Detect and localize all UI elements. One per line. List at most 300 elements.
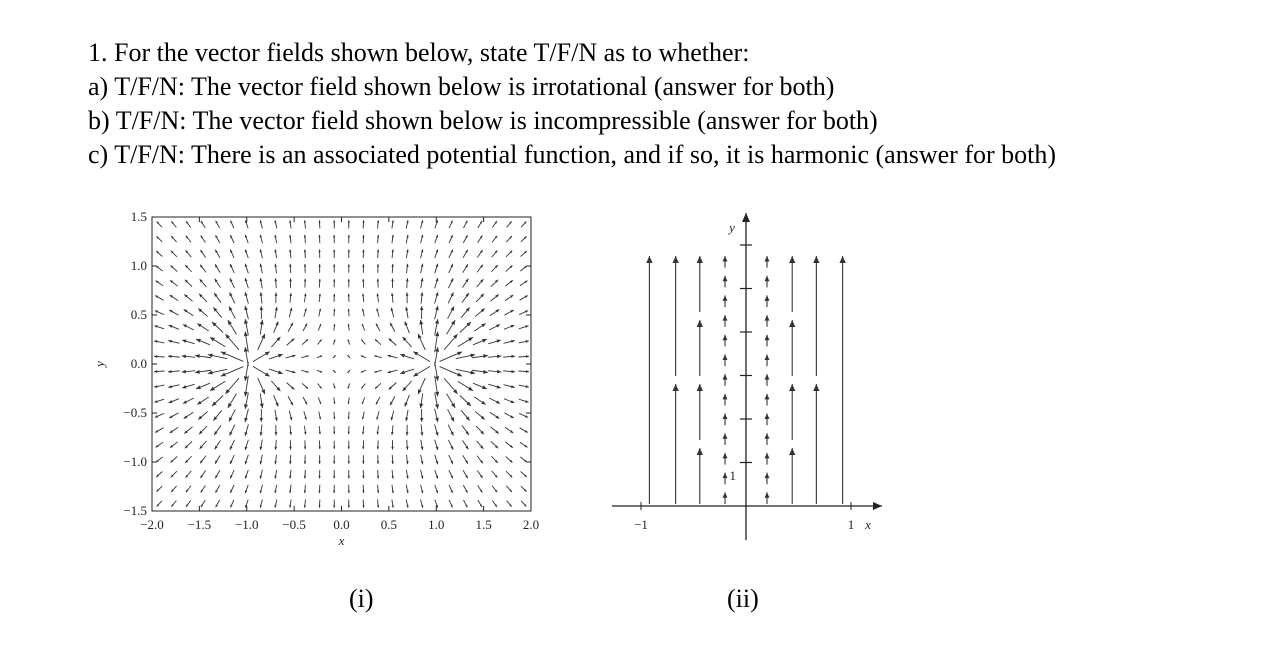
field-arrow xyxy=(391,411,394,421)
field-arrow xyxy=(304,264,306,273)
field-arrow xyxy=(506,471,512,477)
field-arrow xyxy=(462,425,469,435)
field-arrow xyxy=(289,485,291,493)
x-tick-label-neg1: −1 xyxy=(634,517,648,532)
field-arrow xyxy=(448,440,453,450)
field-arrow xyxy=(269,354,283,359)
field-arrow xyxy=(447,394,456,408)
field-arrow xyxy=(362,324,365,331)
field-arrow xyxy=(405,395,410,407)
field-arrow xyxy=(435,235,438,243)
field-arrow xyxy=(405,307,408,318)
field-arrow xyxy=(318,220,320,228)
field-arrow xyxy=(458,337,473,346)
field-arrow xyxy=(419,393,423,408)
field-arrow xyxy=(391,455,393,464)
field-arrow xyxy=(348,397,350,404)
field-arrow xyxy=(673,256,679,376)
field-arrow xyxy=(391,278,394,287)
x-axis-arrow xyxy=(612,502,882,510)
field-arrow xyxy=(460,395,471,406)
field-arrow xyxy=(260,320,264,335)
field-arrow xyxy=(200,265,206,273)
field-arrow xyxy=(230,485,234,493)
field-arrow xyxy=(418,334,425,350)
field-arrow xyxy=(333,220,335,228)
field-arrow xyxy=(258,378,265,394)
field-arrow xyxy=(319,294,321,302)
field-arrow xyxy=(463,470,468,478)
field-arrow xyxy=(519,385,529,388)
field-arrow xyxy=(156,471,162,477)
field-arrow xyxy=(304,470,306,479)
y-tick-label: −1.0 xyxy=(123,454,147,469)
field-arrow xyxy=(392,220,394,228)
field-arrow xyxy=(419,320,423,335)
field-arrow xyxy=(169,325,179,329)
field-arrow xyxy=(260,306,263,319)
field-arrow xyxy=(348,264,350,272)
field-arrow xyxy=(348,250,350,258)
field-arrow xyxy=(333,235,335,243)
field-arrow xyxy=(400,369,414,374)
field-arrow xyxy=(723,295,728,307)
field-arrow xyxy=(318,324,321,331)
x-tick-label: −0.5 xyxy=(282,517,306,532)
field-arrow xyxy=(421,455,424,465)
field-arrow xyxy=(168,370,180,373)
field-arrow xyxy=(333,250,335,258)
field-arrow xyxy=(199,294,207,302)
field-arrow xyxy=(435,292,439,304)
field-arrow xyxy=(348,500,350,508)
field-arrow xyxy=(361,384,365,389)
field-arrow xyxy=(390,396,395,405)
field-arrow xyxy=(505,295,513,301)
field-arrow xyxy=(156,486,162,492)
field-arrow xyxy=(304,500,306,508)
field-arrow xyxy=(168,355,180,358)
field-arrow xyxy=(197,397,208,404)
figure-ii-caption: (ii) xyxy=(727,584,759,613)
field-arrow xyxy=(723,374,728,386)
y-tick-label: −1.5 xyxy=(123,503,147,518)
field-arrow xyxy=(260,485,263,493)
field-arrow xyxy=(200,279,207,287)
field-arrow xyxy=(506,457,513,463)
field-arrow xyxy=(260,409,263,422)
field-arrow xyxy=(362,470,364,479)
field-arrow xyxy=(492,221,497,228)
field-arrow xyxy=(289,308,292,318)
field-arrow xyxy=(154,370,165,373)
field-arrow xyxy=(435,249,438,258)
field-arrow xyxy=(492,471,498,478)
field-arrow xyxy=(491,280,498,287)
field-arrow xyxy=(260,220,263,228)
field-arrow xyxy=(304,485,306,493)
field-arrow xyxy=(478,235,483,242)
field-arrow xyxy=(478,485,483,492)
field-arrow xyxy=(362,412,364,420)
field-arrow xyxy=(492,236,497,243)
field-arrow xyxy=(318,470,320,479)
field-arrow xyxy=(245,470,248,479)
field-arrow xyxy=(362,294,364,302)
field-arrow xyxy=(271,381,280,391)
field-arrow xyxy=(723,453,728,465)
x-tick-label: 0.0 xyxy=(333,517,350,532)
y-axis-label: y xyxy=(92,361,107,367)
field-arrow xyxy=(477,265,483,273)
field-arrow xyxy=(184,412,194,418)
field-arrow xyxy=(377,235,379,243)
field-arrow xyxy=(400,354,414,359)
field-arrow xyxy=(789,384,795,440)
field-arrow xyxy=(476,294,484,302)
field-arrow xyxy=(449,235,453,243)
field-arrow xyxy=(504,413,513,418)
field-arrow xyxy=(376,308,379,316)
field-arrow xyxy=(212,322,223,333)
field-arrow xyxy=(492,500,497,507)
field-arrow xyxy=(319,279,321,288)
field-arrow xyxy=(520,428,528,433)
y-tick-label: 0.5 xyxy=(130,307,147,322)
field-arrow xyxy=(225,334,238,350)
field-arrow xyxy=(245,249,248,258)
field-arrow xyxy=(362,500,364,508)
field-arrow xyxy=(421,440,424,450)
field-arrow xyxy=(765,473,770,485)
field-arrow xyxy=(504,325,514,329)
field-arrow xyxy=(391,440,394,449)
field-arrow xyxy=(406,440,409,450)
x-axis-label: x xyxy=(338,533,345,548)
field-arrow xyxy=(184,294,192,301)
field-arrow xyxy=(230,292,235,303)
x-tick-label: −2.0 xyxy=(140,517,164,532)
field-arrow xyxy=(198,411,207,419)
field-arrow xyxy=(362,235,364,243)
figure-i-caption: (i) xyxy=(349,584,374,613)
field-arrow xyxy=(275,425,278,436)
field-arrow xyxy=(221,367,243,377)
field-arrow xyxy=(462,440,468,449)
field-arrow xyxy=(348,383,350,388)
field-arrow xyxy=(287,339,295,346)
field-arrow xyxy=(347,355,350,358)
field-arrow xyxy=(260,264,263,274)
field-arrow xyxy=(201,485,206,492)
field-arrow xyxy=(215,279,221,288)
field-arrow xyxy=(221,352,243,362)
field-arrow xyxy=(490,412,500,418)
field-arrow xyxy=(302,339,308,344)
field-arrow xyxy=(156,236,162,242)
field-arrow xyxy=(210,381,225,390)
field-arrow xyxy=(274,500,276,508)
field-arrow xyxy=(347,370,350,373)
field-arrow xyxy=(186,250,192,257)
field-arrow xyxy=(285,370,295,373)
field-arrow xyxy=(186,471,192,478)
field-arrow xyxy=(186,486,191,493)
field-arrow xyxy=(388,370,398,373)
field-arrow xyxy=(319,309,321,317)
field-arrow xyxy=(403,337,412,347)
field-arrow xyxy=(348,309,350,316)
field-arrow xyxy=(253,352,270,362)
field-arrow xyxy=(449,500,452,508)
field-arrow xyxy=(333,279,335,287)
field-arrow xyxy=(301,370,308,372)
field-arrow xyxy=(333,355,336,358)
field-arrow xyxy=(723,315,728,327)
field-arrow xyxy=(274,321,279,333)
field-arrow xyxy=(333,500,335,508)
field-arrow xyxy=(269,369,283,374)
field-arrow xyxy=(260,440,263,450)
field-arrow xyxy=(245,455,248,464)
field-arrow xyxy=(333,339,335,344)
field-arrow xyxy=(230,425,235,436)
y-tick-label: 0.0 xyxy=(130,356,147,371)
field-arrow xyxy=(449,455,453,464)
field-arrow xyxy=(303,324,307,331)
field-arrow xyxy=(377,485,379,493)
x-tick-label: −1.0 xyxy=(234,517,259,532)
field-arrow xyxy=(245,424,249,436)
field-arrow xyxy=(420,409,423,422)
field-arrow xyxy=(225,378,238,394)
field-arrow xyxy=(304,293,306,302)
field-arrow xyxy=(504,310,513,315)
field-arrow xyxy=(157,501,162,507)
field-arrow xyxy=(228,320,237,334)
field-arrow xyxy=(288,323,293,332)
field-arrow xyxy=(789,320,795,376)
field-arrow xyxy=(413,352,430,362)
field-arrow xyxy=(271,337,280,347)
field-arrow xyxy=(377,500,379,508)
field-arrow xyxy=(449,221,452,229)
field-arrow xyxy=(489,325,500,330)
field-arrow xyxy=(156,251,162,257)
x-tick-label: −1.5 xyxy=(187,517,212,532)
field-arrow xyxy=(506,251,512,257)
field-arrow xyxy=(169,413,178,418)
field-arrow xyxy=(488,384,500,388)
field-arrow xyxy=(168,340,179,343)
y-tick-label: 1.5 xyxy=(130,209,147,224)
field-arrow xyxy=(287,383,295,390)
field-arrow xyxy=(477,471,482,478)
field-arrow xyxy=(171,221,176,227)
field-arrow xyxy=(723,335,728,347)
field-arrow xyxy=(348,220,350,228)
field-arrow xyxy=(377,279,379,288)
field-arrow xyxy=(304,279,306,288)
field-arrow xyxy=(171,236,177,242)
field-arrow xyxy=(274,249,276,258)
field-arrow xyxy=(421,220,424,228)
field-arrow xyxy=(505,427,513,433)
field-arrow xyxy=(765,414,770,426)
field-arrow xyxy=(275,293,278,304)
field-arrow xyxy=(289,264,291,273)
x-tick-label: 1.0 xyxy=(428,517,445,532)
field-arrow xyxy=(333,412,335,419)
field-arrow xyxy=(318,235,320,243)
field-arrow xyxy=(519,311,528,315)
field-arrow xyxy=(521,222,526,228)
field-arrow xyxy=(333,470,335,478)
field-arrow xyxy=(170,427,178,433)
field-arrow xyxy=(391,425,394,435)
field-arrow xyxy=(289,470,291,479)
field-arrow xyxy=(507,501,512,507)
field-arrow xyxy=(391,308,394,318)
field-arrow xyxy=(168,385,179,388)
field-arrow xyxy=(156,457,163,462)
field-arrow xyxy=(377,249,379,258)
field-arrow xyxy=(377,426,379,435)
field-arrow xyxy=(435,393,439,409)
field-arrow xyxy=(504,399,514,403)
field-arrow xyxy=(318,500,320,508)
field-arrow xyxy=(274,264,277,273)
field-arrow xyxy=(463,264,468,272)
field-arrow xyxy=(697,320,703,376)
field-arrow xyxy=(765,433,770,445)
field-arrow xyxy=(521,471,527,477)
field-arrow xyxy=(405,321,410,333)
field-arrow xyxy=(289,278,292,287)
field-arrow xyxy=(244,306,248,319)
figure-i-vector-plot xyxy=(90,200,550,560)
field-arrow xyxy=(463,235,467,243)
field-arrow xyxy=(765,394,770,406)
field-arrow xyxy=(435,440,439,450)
field-arrow xyxy=(155,428,163,433)
field-arrow xyxy=(198,309,207,317)
field-arrow xyxy=(289,440,292,449)
field-arrow xyxy=(274,235,276,244)
field-arrow xyxy=(182,340,194,344)
field-arrow xyxy=(215,264,220,272)
field-arrow xyxy=(723,473,728,485)
field-arrow xyxy=(260,424,263,435)
field-arrow xyxy=(348,485,350,493)
field-arrow xyxy=(182,384,194,388)
field-arrow xyxy=(333,397,335,404)
field-arrow xyxy=(244,319,248,335)
field-arrow xyxy=(697,256,703,312)
field-arrow xyxy=(839,256,845,504)
field-arrow xyxy=(765,315,770,327)
field-arrow xyxy=(413,366,430,376)
field-arrow xyxy=(289,411,292,421)
plot-frame xyxy=(152,217,531,511)
field-arrow xyxy=(489,398,500,403)
field-arrow xyxy=(449,250,453,258)
field-arrow xyxy=(519,399,529,403)
field-arrow xyxy=(420,424,423,435)
field-arrow xyxy=(156,442,163,447)
field-arrow xyxy=(435,424,439,436)
field-arrow xyxy=(406,235,408,244)
field-arrow xyxy=(765,256,770,268)
field-arrow xyxy=(171,501,176,507)
field-arrow xyxy=(492,250,498,257)
field-arrow xyxy=(503,385,514,388)
field-arrow xyxy=(245,292,249,304)
field-arrow xyxy=(333,383,335,388)
field-arrow xyxy=(474,324,485,331)
field-arrow xyxy=(406,220,408,228)
field-arrow xyxy=(303,397,307,404)
field-arrow xyxy=(463,455,468,463)
field-arrow xyxy=(375,383,381,388)
field-arrow xyxy=(697,448,703,504)
field-arrow xyxy=(765,374,770,386)
field-arrow xyxy=(185,441,192,448)
field-arrow xyxy=(463,485,467,493)
field-arrow xyxy=(406,485,408,494)
field-arrow xyxy=(406,264,409,273)
field-arrow xyxy=(421,249,424,258)
field-arrow xyxy=(230,250,234,258)
field-arrow xyxy=(392,500,394,508)
field-arrow xyxy=(440,352,462,362)
field-arrow xyxy=(182,355,195,359)
field-arrow xyxy=(200,456,206,464)
field-arrow xyxy=(449,264,453,273)
field-arrow xyxy=(260,292,263,303)
field-arrow xyxy=(477,279,484,287)
field-arrow xyxy=(519,325,529,329)
field-arrow xyxy=(462,293,469,303)
field-arrow xyxy=(507,221,512,227)
field-arrow xyxy=(348,426,350,434)
field-arrow xyxy=(362,249,364,258)
field-arrow xyxy=(274,395,279,407)
field-arrow xyxy=(155,311,164,315)
field-arrow xyxy=(258,334,265,350)
field-arrow xyxy=(406,249,408,258)
field-arrow xyxy=(521,251,527,257)
field-arrow xyxy=(230,470,234,478)
field-arrow xyxy=(245,440,249,450)
question-part-c: c) T/F/N: There is an associated potential function, and if so, it is harmonic (answer for both) xyxy=(88,140,1057,169)
field-arrow xyxy=(230,500,233,508)
field-arrow xyxy=(186,500,191,507)
field-arrow xyxy=(389,339,397,346)
field-arrow xyxy=(697,384,703,440)
y-axis-label: y xyxy=(729,220,735,235)
field-arrow xyxy=(420,292,423,303)
field-arrow xyxy=(444,334,457,350)
field-arrow xyxy=(474,397,485,404)
field-arrow xyxy=(230,235,234,243)
field-arrow xyxy=(274,278,277,288)
field-arrow xyxy=(388,355,398,358)
field-arrow xyxy=(447,320,456,334)
field-arrow xyxy=(216,221,220,228)
field-arrow xyxy=(200,471,205,478)
field-arrow xyxy=(478,221,482,228)
